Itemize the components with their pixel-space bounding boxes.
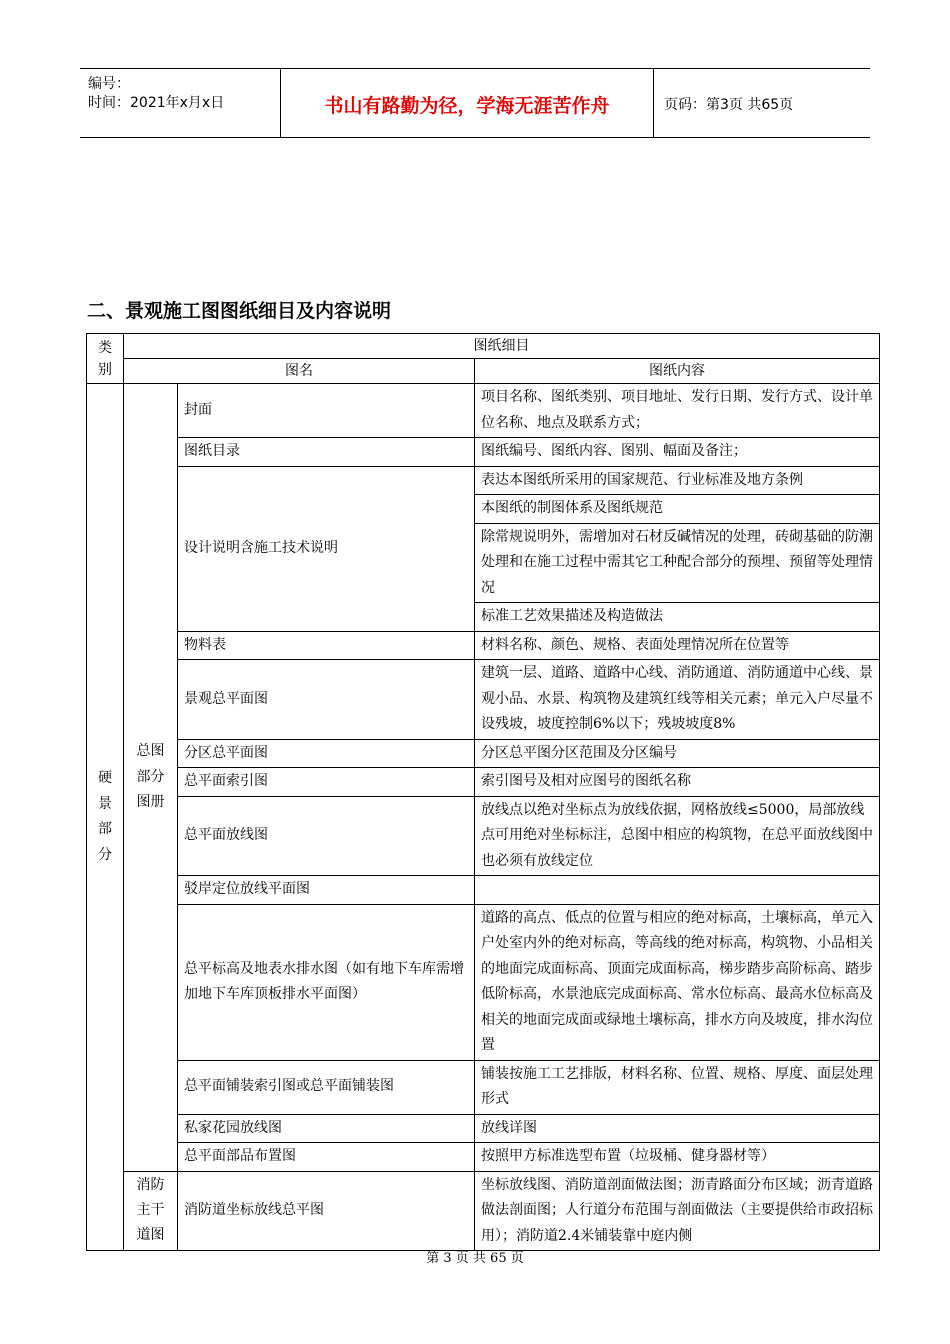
drawing-name: 封面 — [178, 384, 475, 438]
motto: 书山有路勤为径，学海无涯苦作舟 — [324, 95, 610, 117]
table-row — [87, 466, 880, 495]
group-cell: 消防主干道图 — [124, 1171, 178, 1251]
drawing-content: 材料名称、颜色、规格、表面处理情况所在位置等 — [475, 631, 880, 660]
table-row — [87, 438, 880, 467]
drawing-name: 总平面部品布置图 — [178, 1143, 475, 1172]
drawing-name: 分区总平面图 — [178, 739, 475, 768]
table-row — [87, 768, 880, 797]
drawing-content: 放线详图 — [475, 1114, 880, 1143]
section-title: 二、景观施工图图纸细目及内容说明 — [87, 300, 392, 322]
drawing-name: 总平面放线图 — [178, 796, 475, 876]
drawing-name: 景观总平面图 — [178, 660, 475, 740]
content-header: 图纸内容 — [475, 359, 880, 384]
drawing-content: 表达本图纸所采用的国家规范、行业标准及地方条例 — [475, 466, 880, 495]
table-row — [87, 1143, 880, 1172]
table-row — [87, 384, 880, 438]
drawing-content: 本图纸的制图体系及图纸规范 — [475, 495, 880, 524]
drawing-content: 放线点以绝对坐标点为放线依据，网格放线≤5000，局部放线点可用绝对坐标标注，总图中相应的构筑物，在总平面放线图中也必须有放线定位 — [475, 796, 880, 876]
detail-header: 图纸细目 — [124, 334, 880, 359]
page-footer: 第 3 页 共 65 页 — [426, 1251, 524, 1266]
category-cell: 硬景部分 — [87, 384, 124, 1251]
drawing-content: 道路的高点、低点的位置与相应的绝对标高，土壤标高，单元入户处室内外的绝对标高，等高线的绝对标高，构筑物、小品相关的地面完成面标高、顶面完成面标高，梯步踏步高阶标高、踏步低阶标高，水景池底完成面标高、常水位标高、最高水位标高及相关的地面完成面或绿地土壤标高，排水方向及坡度，排水沟位置 — [475, 904, 880, 1060]
table-row — [87, 1171, 880, 1251]
drawing-name: 总平面铺装索引图或总平面铺装图 — [178, 1060, 475, 1114]
drawing-content: 铺装按施工工艺排版，材料名称、位置、规格、厚度、面层处理形式 — [475, 1060, 880, 1114]
table-row — [87, 1060, 880, 1114]
drawing-name: 总平面索引图 — [178, 768, 475, 797]
page-header — [80, 68, 870, 138]
header-page-cell — [654, 69, 870, 137]
drawing-content: 按照甲方标准选型布置（垃圾桶、健身器材等） — [475, 1143, 880, 1172]
drawing-content: 图纸编号、图纸内容、图别、幅面及备注； — [475, 438, 880, 467]
name-header: 图名 — [124, 359, 475, 384]
category-header: 类别 — [87, 334, 124, 384]
date-label: 时间：2021年x月x日 — [88, 95, 225, 111]
header-meta-cell — [80, 69, 280, 137]
drawing-content: 分区总平图分区范围及分区编号 — [475, 739, 880, 768]
drawing-name: 总平标高及地表水排水图（如有地下车库需增加地下车库顶板排水平面图） — [178, 904, 475, 1060]
drawing-content: 标准工艺效果描述及构造做法 — [475, 603, 880, 632]
number-label: 编号： — [88, 76, 130, 92]
header-motto-cell — [280, 69, 654, 137]
drawing-content: 坐标放线图、消防道剖面做法图；沥青路面分布区域；沥青道路做法剖面图；人行道分布范围与剖面做法（主要提供给市政招标用）；消防道2.4米铺装靠中庭内侧 — [475, 1171, 880, 1251]
drawing-name: 图纸目录 — [178, 438, 475, 467]
table-row — [87, 1114, 880, 1143]
drawing-name: 物料表 — [178, 631, 475, 660]
drawing-content — [475, 876, 880, 905]
table-header-row — [87, 334, 880, 359]
drawing-content: 索引图号及相对应图号的图纸名称 — [475, 768, 880, 797]
drawing-list-table — [86, 333, 880, 1251]
drawing-content: 建筑一层、道路、道路中心线、消防通道、消防通道中心线、景观小品、水景、构筑物及建筑红线等相关元素；单元入户尽量不设残坡，坡度控制6%以下；残坡坡度8% — [475, 660, 880, 740]
drawing-name: 私家花园放线图 — [178, 1114, 475, 1143]
table-row — [87, 904, 880, 1060]
drawing-name: 消防道坐标放线总平图 — [178, 1171, 475, 1251]
table-row — [87, 796, 880, 876]
page-number-label: 页码：第3页 共65页 — [664, 97, 794, 113]
drawing-name: 驳岸定位放线平面图 — [178, 876, 475, 905]
table-subheader-row — [87, 359, 880, 384]
drawing-content: 除常规说明外，需增加对石材反碱情况的处理，砖砌基础的防潮处理和在施工过程中需其它工种配合部分的预埋、预留等处理情况 — [475, 523, 880, 603]
table-row — [87, 631, 880, 660]
table-row — [87, 660, 880, 740]
table-row — [87, 876, 880, 905]
table-row — [87, 739, 880, 768]
drawing-content: 项目名称、图纸类别、项目地址、发行日期、发行方式、设计单位名称、地点及联系方式； — [475, 384, 880, 438]
group-cell: 总图部分图册 — [124, 384, 178, 1172]
drawing-name: 设计说明含施工技术说明 — [178, 466, 475, 631]
